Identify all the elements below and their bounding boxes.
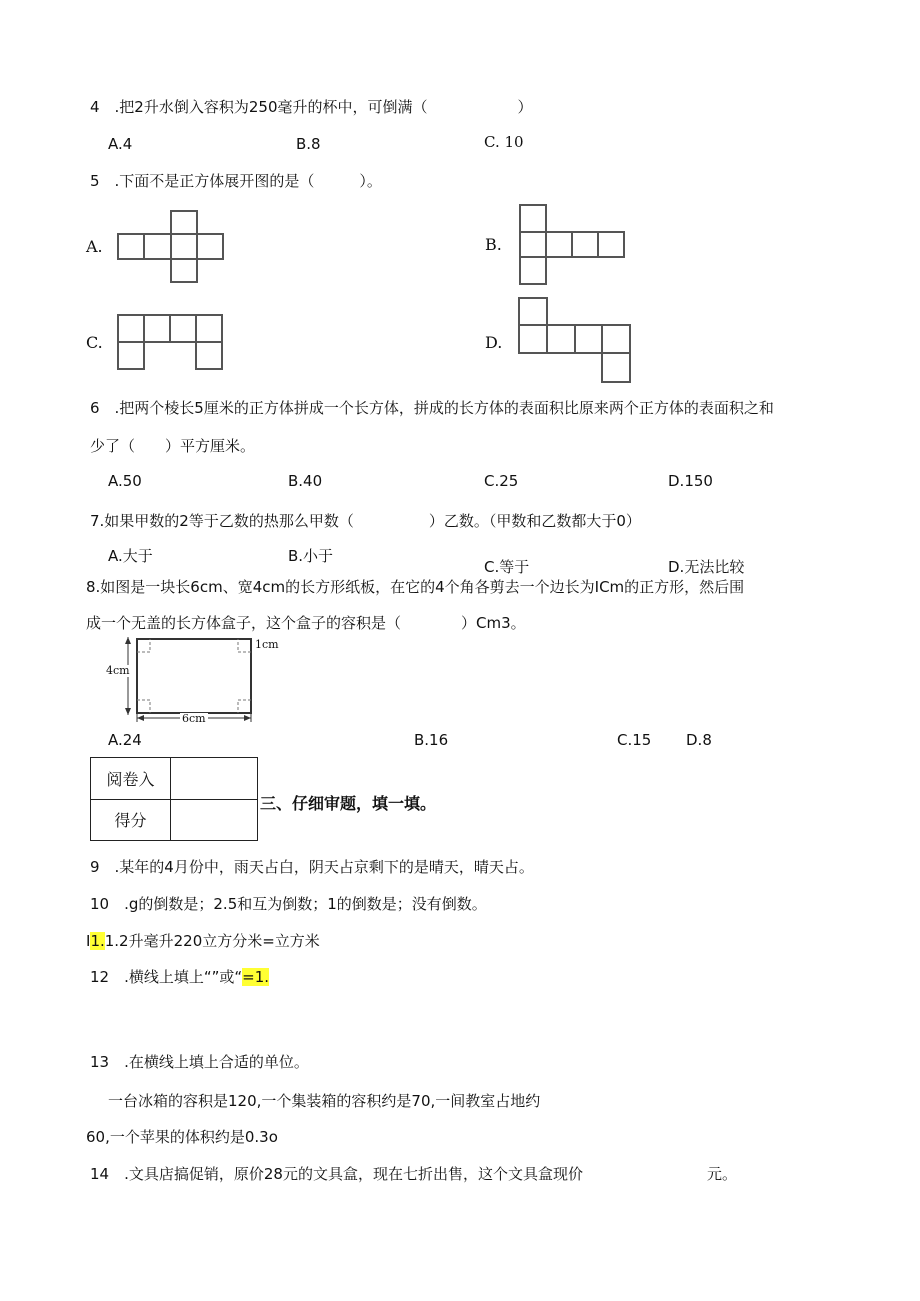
q7-option-d: D.无法比较: [668, 558, 745, 576]
q8-option-d: D.8: [686, 731, 712, 749]
q4-option-c: C. 10: [484, 133, 524, 151]
q8-option-b: B.16: [414, 731, 449, 749]
score-table-score-cell: [171, 799, 258, 841]
q11-prefix: I: [86, 932, 91, 950]
q14-stem: 14 .文具店搞促销，原价28元的文具盒，现在七折出售，这个文具盒现价: [90, 1165, 583, 1183]
q12-highlight: =1.: [242, 968, 270, 986]
score-table: [90, 757, 258, 841]
score-table-reviewer-cell: [171, 758, 258, 800]
q7-stem: 7.如果甲数的2等于乙数的热那么甲数（ ）乙数。（甲数和乙数都大于0）: [90, 512, 641, 530]
q11-highlight: 1.: [90, 932, 105, 950]
q6-option-c: C.25: [484, 472, 519, 490]
q8-height-label: 4cm: [106, 664, 130, 677]
q4-stem: 4 .把2升水倒入容积为250毫升的杯中，可倒满（ ）: [90, 98, 533, 116]
q4-option-a: A.4: [108, 135, 133, 153]
q6-option-a: A.50: [108, 472, 142, 490]
q8-option-a: A.24: [108, 731, 142, 749]
q4-option-b: B.8: [296, 135, 321, 153]
q8-corner-label: 1cm: [255, 638, 279, 651]
q8-stem-line1: 8.如图是一块长6cm、宽4cm的长方形纸板，在它的4个角各剪去一个边长为ICm的正方形，然后围: [86, 578, 745, 596]
q11: [86, 932, 320, 950]
q8-stem-line2: 成一个无盖的长方体盒子，这个盒子的容积是（ ）Cm3。: [86, 614, 526, 632]
q12: [90, 968, 269, 986]
q5-stem: 5 .下面不是正方体展开图的是（ ）。: [90, 172, 382, 190]
q5-label-c: C.: [86, 333, 103, 352]
q13-line1: 一台冰箱的容积是120,一个集装箱的容积约是70,一间教室占地约: [108, 1092, 541, 1110]
q8-width-label: 6cm: [182, 712, 206, 725]
q13-line2: 60,一个苹果的体积约是0.3o: [86, 1128, 278, 1146]
q10: 10 .g的倒数是；2.5和互为倒数；1的倒数是；没有倒数。: [90, 895, 487, 913]
q13-stem: 13 .在横线上填上合适的单位。: [90, 1053, 309, 1071]
q6-option-d: D.150: [668, 472, 713, 490]
q5-label-b: B.: [485, 235, 502, 254]
score-table-score-label: 得分: [91, 799, 171, 841]
q5-label-a: A.: [86, 237, 103, 256]
q7-option-a: A.大于: [108, 547, 153, 565]
q11-text: 1.2升毫升220立方分米=立方米: [104, 932, 320, 950]
q6-stem-line1: 6 .把两个棱长5厘米的正方体拼成一个长方体，拼成的长方体的表面积比原来两个正方体的表面积之和: [90, 399, 774, 417]
q12-text: 12 .横线上填上“”或“: [90, 968, 243, 986]
q14-unit: 元。: [707, 1165, 738, 1183]
q7-option-b: B.小于: [288, 547, 334, 565]
score-table-reviewer-label: 阅卷入: [91, 758, 171, 800]
section-3-title: 三、仔细审题，填一填。: [260, 794, 437, 813]
q6-stem-line2: 少了（ ）平方厘米。: [90, 437, 256, 455]
q5-label-d: D.: [485, 333, 503, 352]
q7-option-c: C.等于: [484, 558, 530, 576]
q8-option-c: C.15: [617, 731, 652, 749]
q6-option-b: B.40: [288, 472, 323, 490]
q9: 9 .某年的4月份中，雨天占白，阴天占京剩下的是晴天，晴天占。: [90, 858, 534, 876]
